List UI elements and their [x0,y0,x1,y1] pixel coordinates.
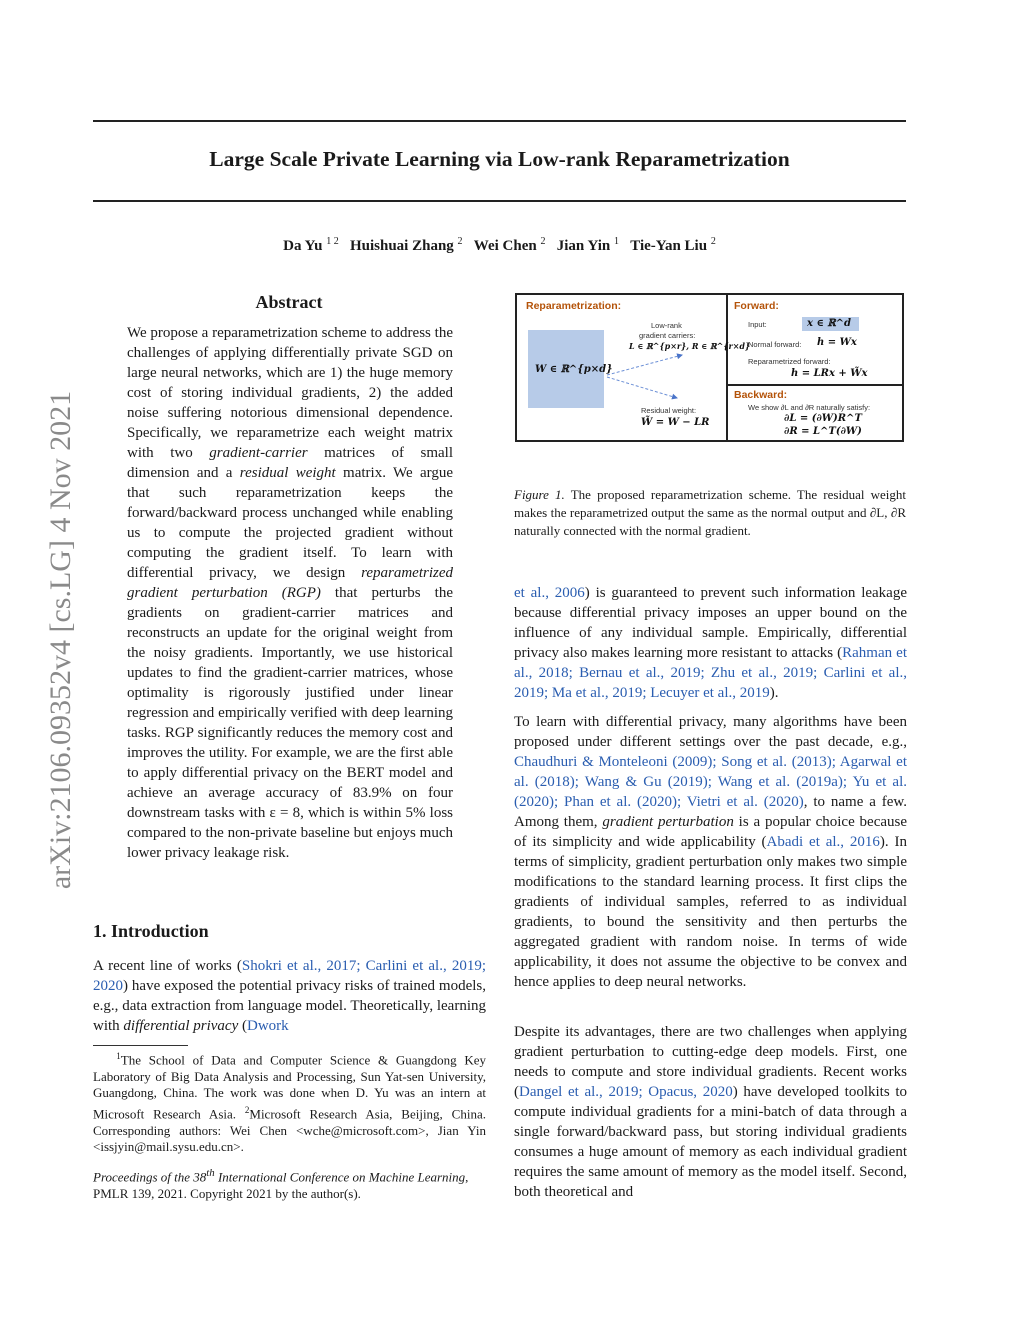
body-paragraph: et al., 2006) is guaranteed to prevent such information leakage because differential privacy imposes an upper bound on the influence of any individual sample. Empirically, differential privacy also makes learning more resistant to attacks (Rahman et al., 2018; Bernau et al., 2019; Zhu et al., 2019; Carlini et al., 2019; Ma et al., 2019; Lecuyer et al., 2019). [514,585,907,701]
proceedings-note: Proceedings of the 38th International Conference on Machine Learning, PMLR 139, 2021. Copyright 2021 by the author(s). [93,1167,469,1201]
reparam-forward-math: h = LRx + W̃x [791,368,868,379]
citation-link[interactable]: Dangel et al., 2019; Opacus, 2020 [519,1084,733,1100]
citation-link[interactable]: Dwork [247,1018,289,1034]
backward-math-1: ∂L = (∂W)R^T [784,413,862,424]
arrow-to-residual [607,377,677,398]
author-affiliation: 2 [457,236,463,247]
low-rank-math: L ∈ ℝ^{p×r}, R ∈ ℝ^{r×d} [629,341,751,351]
author-name: Wei Chen [473,238,537,254]
residual-weight-math: W̃ = W − LR [641,417,710,428]
citation-link[interactable]: Chaudhuri & Monteleoni (2009); Song et al. (2013); Agarwal et al. (2018); Wang & Gu (2019); Wang et al. (2019a); Yu et al. (2020); Phan et al. (2020); Vietri et al. (2020) [514,754,907,810]
footnote-rule [93,1045,188,1046]
intro-paragraph: A recent line of works (Shokri et al., 2017; Carlini et al., 2019; 2020) have exposed the potential privacy risks of trained models, e.g., data extraction from language model. Theoretically, learning with differential privacy (Dwork [93,958,486,1034]
figure-divider [728,384,902,386]
paper-title: Large Scale Private Learning via Low-rank Reparametrization [209,147,790,171]
body-paragraph: To learn with differential privacy, many algorithms have been proposed under different settings over the past decade, e.g., Chaudhuri & Monteleoni (2009); Song et al. (2013); Agarwal et al. (2018); Wang & Gu (2019); Wang et al. (2019a); Yu et al. (2020); Phan et al. (2020); Vietri et al. (2020), to name a few. Among them, gradient perturbation is a popular choice because of its simplicity and wide applicability (Abadi et al., 2016). In terms of simplicity, gradient perturbation only makes two simple modifications to the standard learning process. It first clips the gradients of individual samples, referred to as individual gradients, to bound the sensitivity and then perturbs the aggregated gradient with random noise. In terms of wide applicability, it does not assume the objective to be convex and hence applies to deep neural networks. [514,714,908,990]
abstract-body: We propose a reparametrization scheme to address the challenges of applying differentially private SGD on large neural networks, which are 1) the huge memory cost of storing individual gradients, 2) the added noise suffering notorious dimensional dependence. Specifically, we reparametrize each weight matrix with two gradient-carrier matrices of small dimension and a residual weight matrix. We argue that such reparametrization keeps the forward/backward process unchanged while enabling us to compute the projected gradient without computing the gradient itself. To learn with differential privacy, we design reparametrized gradient perturbation (RGP) that perturbs the gradients on gradient-carrier matrices and reconstructs an update for the original weight from the noisy gradients. Importantly, we use historical updates to find the gradient-carrier matrices, whose optimality is rigorously justified under linear regression and empirically verified with deep learning tasks. RGP significantly reduces the memory cost and improves the utility. For example, we are the first able to apply differential privacy on the BERT model and achieve an average accuracy of 83.9% on four downstream tasks with ε = 8, which is within 5% loss compared to the non-private baseline but enjoys much lower privacy leakage risk. [127,325,453,861]
normal-forward-label: Normal forward: [748,340,802,349]
figure-forward-heading: Forward: [734,300,779,312]
title-rule-top [93,120,906,122]
figure-divider [726,295,728,440]
gradient-carriers-label: gradient carriers: [639,331,696,340]
author-name: Huishuai Zhang [349,238,454,254]
weight-matrix-label: W ∈ ℝ^{p×d} [535,364,613,375]
normal-forward-math: h = Wx [817,337,857,348]
citation-link[interactable]: Rahman et al., 2018; Bernau et al., 2019; Zhu et al., 2019; Carlini et al., 2019; Ma et al., 2019; Lecuyer et al., 2019 [514,645,907,701]
figure-backward-heading: Backward: [734,389,788,401]
author-affiliation: 2 [540,236,546,247]
backward-note: We show ∂L and ∂R naturally satisfy: [748,403,871,412]
author-affiliation: 2 [710,236,716,247]
arxiv-stamp: arXiv:2106.09352v4 [cs.LG] 4 Nov 2021 [44,390,77,890]
author-affiliation: 1 [613,236,619,247]
author-name: Jian Yin [556,238,611,254]
citation-link[interactable]: Abadi et al., 2016 [766,834,880,850]
abstract-heading: Abstract [255,292,323,312]
section-heading-introduction: 1. Introduction [93,921,209,941]
citation-link[interactable]: et al., 2006 [514,585,585,601]
title-rule-bottom [93,200,906,202]
backward-math-2: ∂R = L^T(∂W) [784,426,862,437]
body-paragraph: Despite its advantages, there are two challenges when applying gradient perturbation to cutting-edge deep models. First, one needs to compute and store individual gradients. Recent works (Dangel et al., 2019; Opacus, 2020) have developed toolkits to compute individual gradients for a mini-batch of data through a single forward/backward pass, but storing individual gradients consumes a huge amount of memory as each individual gradient requires the same amount of memory as the model itself. Second, both theoretical and [514,1024,907,1200]
figure-caption: Figure 1. The proposed reparametrization scheme. The residual weight makes the reparametrized output the same as the normal output and ∂L, ∂R naturally connected with the normal gradient. [514,487,906,538]
citation-link[interactable]: Shokri et al., 2017; Carlini et al., 2019; 2020 [93,958,486,994]
figure-1 [515,293,904,442]
residual-weight-label: Residual weight: [641,406,697,415]
figure-reparametrization-heading: Reparametrization: [526,300,622,312]
input-label: Input: [748,320,767,329]
input-math: x ∈ ℝ^d [807,318,852,329]
reparam-forward-label: Reparametrized forward: [748,357,831,366]
author-name: Da Yu [283,238,323,254]
author-name: Tie-Yan Liu [630,238,708,254]
author-affiliation: 1 2 [326,236,339,247]
author-list [93,236,906,255]
low-rank-label: Low-rank [651,321,682,330]
footnote: $^1$The School of Data and Computer Science & Guangdong Key Laboratory of Big Data Analysis and Processing, Sun Yat-sen University, Guangdong, China. The work was done when D. Yu was an intern at Microsoft Research Asia. $^2$Microsoft Research Asia, Beijing, China. Corresponding authors: Wei Chen <wche@microsoft.com>, Jian Yin <issjyin@mail.sysu.edu.cn>. [93,1051,486,1155]
arrow-to-low-rank [607,355,682,375]
